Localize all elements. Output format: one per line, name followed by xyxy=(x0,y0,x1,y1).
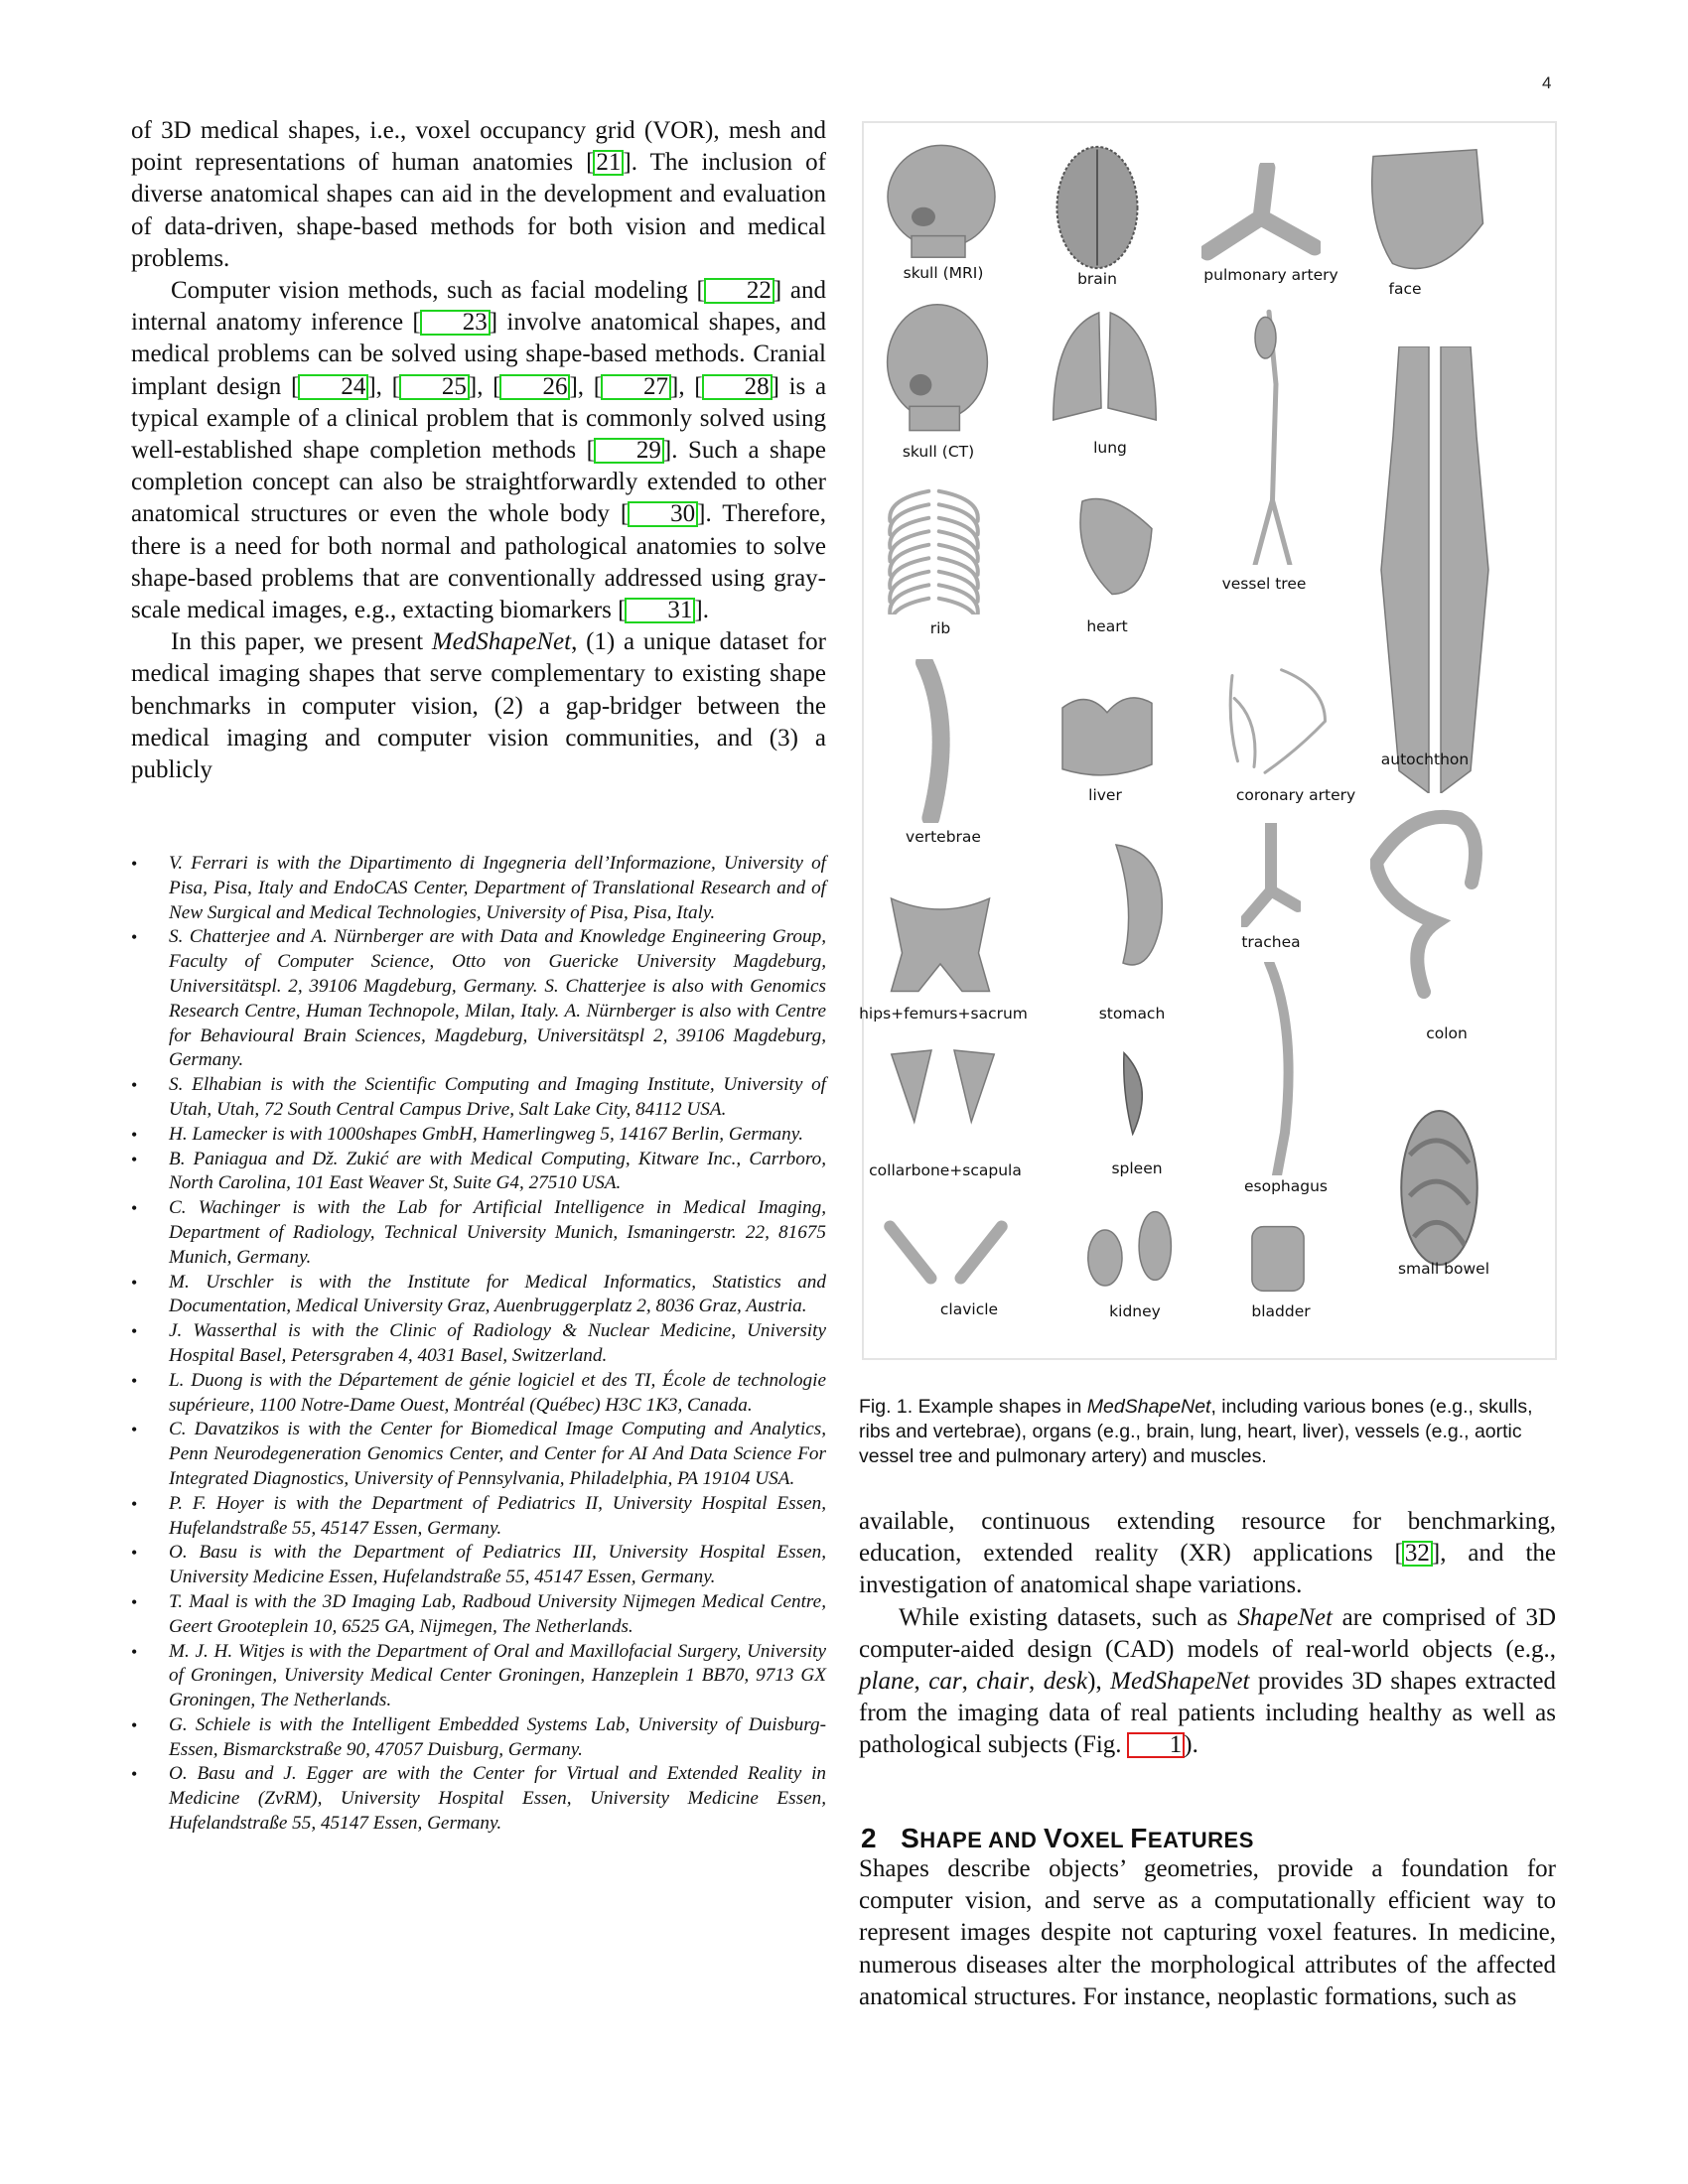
shape-label: rib xyxy=(929,619,951,637)
bullet-icon: • xyxy=(131,1075,138,1096)
bowel-shape-image xyxy=(1397,1106,1481,1275)
bullet-icon: • xyxy=(131,1370,138,1391)
citation-link[interactable]: 23 xyxy=(420,310,491,336)
affiliation-item xyxy=(131,1541,826,1590)
affiliation-text: S. Elhabian is with the Scientific Computing and Imaging Institute, University of Utah, Utah, 72 South Central Campus Drive, Salt Lake City, 84112 USA. xyxy=(169,1074,826,1120)
shape-label: collarbone+scapula xyxy=(869,1161,1022,1179)
emphasis-text: car xyxy=(928,1668,962,1696)
affiliation-text: O. Basu and J. Egger are with the Center for Virtual and Extended Reality in Medicine (ZvRM), University Hospital Essen, University Medicine Essen, Hufelandstraße 55, 45147 Essen, Germany. xyxy=(169,1763,826,1835)
affiliation-item xyxy=(131,1492,826,1542)
affiliation-text: M. J. H. Witjes is with the Department of Oral and Maxillofacial Surgery, University of Groningen, University Medical Center Groningen, Hanzeplein 1 BB70, 9713 GX Groningen, The Netherlands. xyxy=(169,1640,826,1711)
citation-link[interactable]: 25 xyxy=(399,374,470,400)
lung-shape-image xyxy=(1048,307,1162,431)
text-run: ). xyxy=(1184,1731,1198,1759)
text-run: involve anatomical shapes, and medical problems can be solved using shape-based methods. Cranial implant design xyxy=(131,309,827,400)
skull-shape-image xyxy=(882,302,993,441)
body-paragraph: available, continuous extending resource for benchmarking, education, extended reality (XR) applications [32], and the investigation of anatomical shape variations. xyxy=(859,1508,1557,1599)
text-run: . Therefore, there is a need for both normal and pathological anatomies to solve shape-based problems that are conventionally addressed using gray-scale medical images, e.g., extacting biomarkers xyxy=(131,500,826,624)
author-affiliations xyxy=(131,852,826,1837)
esophagus-shape-image xyxy=(1261,962,1301,1180)
affiliation-item xyxy=(131,1640,826,1713)
bullet-icon: • xyxy=(131,1493,138,1514)
affiliation-item xyxy=(131,852,826,925)
emphasis-text: MedShapeNet xyxy=(431,628,572,656)
shape-label: brain xyxy=(1077,270,1117,288)
bullet-icon: • xyxy=(131,1149,138,1169)
text-run: , xyxy=(577,372,594,400)
text-run: and internal anatomy inference xyxy=(131,277,826,337)
affiliation-item xyxy=(131,1319,826,1369)
rib-shape-image xyxy=(882,480,986,619)
bullet-icon: • xyxy=(131,927,138,948)
affiliation-text: H. Lamecker is with 1000shapes GmbH, Hamerlingweg 5, 14167 Berlin, Germany. xyxy=(169,1123,803,1145)
citation-link[interactable]: 27 xyxy=(601,374,671,400)
clavicle-shape-image xyxy=(884,1220,1008,1290)
autochthon-shape-image xyxy=(1375,346,1494,798)
liver-shape-image xyxy=(1057,689,1157,788)
citation-link[interactable]: 22 xyxy=(704,278,774,304)
caption-prefix: Fig. 1. Example shapes in xyxy=(859,1396,1087,1418)
trachea-shape-image xyxy=(1241,823,1301,932)
brain-shape-image xyxy=(1053,143,1142,277)
text-run: . xyxy=(702,597,709,624)
affiliation-item xyxy=(131,1713,826,1763)
spleen-shape-image xyxy=(1117,1051,1152,1141)
section-heading xyxy=(861,1823,1254,1854)
shape-label: hips+femurs+sacrum xyxy=(859,1005,1028,1023)
stomach-shape-image xyxy=(1102,838,1172,982)
shape-label: heart xyxy=(1086,617,1128,635)
text-run: , xyxy=(477,372,493,400)
citation-link[interactable]: 30 xyxy=(628,501,698,527)
shape-label: lung xyxy=(1093,439,1127,457)
text-run: , (1) a unique dataset for medical imaging shapes that serve complementary to existing shape benchmarks in computer vision, (2) a gap-bridger between the medical imaging and computer vision communities, and (3) a publicly xyxy=(131,628,826,784)
body-paragraph: Computer vision methods, such as facial modeling [ 22] and internal anatomy inference [ 23] involve anatomical shapes, and medical problems can be solved using shape-based methods. Cranial implant design [ 24], [ 25], [ 26], [ 27], [ 28] is a typical example of a clinical problem that is commonly solved using well-established shape completion methods [ 29]. Such a shape completion concept can also be straightforwardly extended to other anatomical structures or even the whole body [ 30]. Therefore, there is a need for both normal and pathological anatomies to solve shape-based problems that are conventionally addressed using gray-scale medical images, e.g., extacting biomarkers [ 31]. xyxy=(131,277,827,624)
bullet-icon: • xyxy=(131,1124,138,1145)
shape-label: coronary artery xyxy=(1235,786,1356,804)
shape-label: esophagus xyxy=(1244,1177,1328,1195)
vessel-shape-image xyxy=(1241,307,1311,570)
bullet-icon: • xyxy=(131,1272,138,1293)
shape-label: trachea xyxy=(1241,933,1301,951)
kidney-shape-image xyxy=(1084,1210,1179,1295)
bullet-icon: • xyxy=(131,854,138,874)
citation-link[interactable]: 24 xyxy=(298,374,368,400)
section-title: SHAPE AND VOXEL FEATURES xyxy=(901,1823,1254,1853)
text-run: provides 3D shapes extracted from the imaging data of real patients including healthy as well as pathological subjects (Fig. xyxy=(859,1668,1557,1759)
body-paragraph xyxy=(131,626,826,786)
face-shape-image xyxy=(1360,143,1489,282)
text-run: Computer vision methods, such as facial modeling xyxy=(171,277,697,305)
shape-label: skull (CT) xyxy=(902,443,975,461)
text-run: is a typical example of a clinical problem that is commonly solved using well-established shape completion methods xyxy=(131,372,827,465)
affiliation-text: O. Basu is with the Department of Pediatrics III, University Hospital Essen, University Medicine Essen, Hufelandstraße 55, 45147 Essen, Germany. xyxy=(169,1542,826,1588)
affiliation-item xyxy=(131,1590,826,1640)
shape-label: vessel tree xyxy=(1221,575,1307,593)
affiliation-text: B. Paniagua and Dž. Zukić are with Medical Computing, Kitware Inc., Carrboro, North Carolina, 101 East Weaver St, Suite G4, 27510 USA. xyxy=(169,1148,826,1194)
figure-reference-link[interactable]: 1 xyxy=(1127,1732,1186,1758)
citation-link[interactable]: 32 xyxy=(1402,1541,1433,1567)
skull-shape-image xyxy=(882,143,1001,267)
affiliation-text: V. Ferrari is with the Dipartimento di Ingegneria dell’Informazione, University of Pisa, Pisa, Italy and EndoCAS Center, Department of Translational Research and of New Surgical and Medical Technologies, University of Pisa, Pisa, Italy. xyxy=(169,853,826,923)
emphasis-text: desk xyxy=(1043,1668,1088,1696)
bullet-icon: • xyxy=(131,1591,138,1612)
hips-shape-image xyxy=(886,887,995,1002)
affiliation-item xyxy=(131,1148,826,1197)
shape-label: kidney xyxy=(1109,1302,1161,1320)
emphasis-text: plane xyxy=(859,1668,914,1696)
section-number: 2 xyxy=(861,1823,878,1853)
text-run: , xyxy=(375,372,392,400)
shape-label: liver xyxy=(1088,786,1122,804)
bullet-icon: • xyxy=(131,1198,138,1219)
figure-1-caption xyxy=(859,1395,1554,1469)
bullet-icon: • xyxy=(131,1764,138,1785)
section-2-paragraph: Shapes describe objects’ geometries, provide a foundation for computer vision, and serve as a computationally efficient way to represent images despite not capturing voxel features. In medicine, numerous diseases alter the morphological attributes of the affected anatomical structures. For instance, neoplastic formations, such as xyxy=(859,1855,1556,2010)
body-paragraph xyxy=(859,1602,1556,1762)
shape-label: bladder xyxy=(1251,1302,1311,1320)
citation-link[interactable]: 26 xyxy=(499,374,570,400)
shape-label: clavicle xyxy=(939,1300,999,1318)
text-run: In this paper, we present xyxy=(171,628,432,656)
citation-link[interactable]: 21 xyxy=(593,150,624,176)
text-run: While existing datasets, such as xyxy=(899,1603,1238,1631)
shape-label: skull (MRI) xyxy=(903,264,984,282)
shape-label: face xyxy=(1388,280,1422,298)
bullet-icon: • xyxy=(131,1321,138,1342)
coronary-shape-image xyxy=(1221,664,1331,783)
bullet-icon: • xyxy=(131,1714,138,1735)
emphasis-text: chair xyxy=(976,1668,1030,1696)
emphasis-text: ShapeNet xyxy=(1237,1603,1333,1631)
scapula-shape-image xyxy=(886,1046,1000,1131)
body-paragraph: of 3D medical shapes, i.e., voxel occupancy grid (VOR), mesh and point representations of human anatomies [21]. The inclusion of diverse anatomical shapes can aid in the development and evaluation of data-driven, shape-based methods for both vision and medical problems. xyxy=(131,117,826,272)
text-run: , xyxy=(678,372,695,400)
text-run: , and the investigation of anatomical shape variations. xyxy=(859,1540,1557,1599)
emphasis-text: MedShapeNet xyxy=(1110,1668,1250,1696)
affiliation-text: T. Maal is with the 3D Imaging Lab, Radboud University Nijmegen Medical Centre, Geert Grooteplein 10, 6525 GA, Nijmegen, The Netherlands. xyxy=(169,1590,826,1637)
text-run: ), xyxy=(1087,1668,1111,1696)
left-column-body xyxy=(131,115,826,786)
text-run: . Such a shape completion concept can also be straightforwardly extended to other anatomical structures or even the whole body xyxy=(131,437,826,528)
caption-dataset-name: MedShapeNet xyxy=(1086,1396,1211,1418)
affiliation-text: M. Urschler is with the Institute for Medical Informatics, Statistics and Documentation, Medical University Graz, Auenbruggerplatz 2, 8036 Graz, Austria. xyxy=(169,1271,826,1317)
citation-link[interactable]: 28 xyxy=(702,374,773,400)
affiliation-text: C. Davatzikos is with the Center for Biomedical Image Computing and Analytics, Penn Neurodegeneration Genomics Center, and Center for AI And Data Science For Integrated Diagnostics, University of Pennsylvania, Philadelphia, PA 19104 USA. xyxy=(169,1419,826,1489)
affiliation-item xyxy=(131,925,826,1073)
affiliation-text: L. Duong is with the Département de génie logiciel et des TI, École de technologie supérieure, 1100 Notre-Dame Ouest, Montréal (Québec) H3C 1K3, Canada. xyxy=(169,1369,826,1416)
figure-1-shapes xyxy=(859,121,1557,1360)
affiliation-item xyxy=(131,1762,826,1836)
spine-shape-image xyxy=(904,659,963,828)
affiliation-item xyxy=(131,1271,826,1320)
affiliation-item xyxy=(131,1196,826,1270)
affiliation-text: S. Chatterjee and A. Nürnberger are with Data and Knowledge Engineering Group, Faculty of Computer Science, Otto von Guericke University Magdeburg, Universitätspl. 2, 39106 Magdeburg, Germany. S. Chatterjee is also with Genomics Research Centre, Human Technopole, Milan, Italy. A. Nürnberger is also with Centre for Behavioural Brain Sciences, Magdeburg, Universitätspl 2, 39106 Magdeburg, Germany. xyxy=(169,926,826,1071)
affiliation-text: C. Wachinger is with the Lab for Artificial Intelligence in Medical Imaging, Department of Radiology, Technical University Munich, Ismaningerstr. 22, 81675 Munich, Germany. xyxy=(169,1197,826,1268)
page-number: 4 xyxy=(1542,73,1552,92)
citation-link[interactable]: 31 xyxy=(625,598,695,623)
affiliation-text: J. Wasserthal is with the Clinic of Radiology & Nuclear Medicine, University Hospital Basel, Petersgraben 4, 4031 Basel, Switzerland. xyxy=(169,1320,826,1366)
shape-label: colon xyxy=(1426,1024,1468,1042)
section-2-body xyxy=(859,1853,1556,2013)
shape-label: small bowel xyxy=(1397,1260,1490,1278)
affiliation-item xyxy=(131,1418,826,1491)
citation-link[interactable]: 29 xyxy=(594,438,664,464)
affiliation-item xyxy=(131,1073,826,1123)
shape-label: spleen xyxy=(1111,1160,1163,1177)
bullet-icon: • xyxy=(131,1420,138,1440)
bullet-icon: • xyxy=(131,1641,138,1662)
bladder-shape-image xyxy=(1249,1223,1307,1299)
affiliation-item xyxy=(131,1369,826,1419)
affiliation-text: G. Schiele is with the Intelligent Embedded Systems Lab, University of Duisburg-Essen, Bismarckstraße 90, 47057 Duisburg, Germany. xyxy=(169,1713,826,1760)
shape-label: pulmonary artery xyxy=(1203,266,1338,284)
text-run: available, continuous extending resource for benchmarking, education, extended reality (XR) applications xyxy=(859,1508,1556,1568)
text-run: of 3D medical shapes, i.e., voxel occupancy grid (VOR), mesh and point representations of human anatomies xyxy=(131,117,826,177)
shape-label: autochthon xyxy=(1380,751,1470,768)
shape-label: vertebrae xyxy=(906,828,981,846)
heart-shape-image xyxy=(1062,490,1162,605)
text-run: , xyxy=(961,1668,977,1696)
text-run: . The inclusion of diverse anatomical shapes can aid in the development and evaluation of data-driven, shape-based methods for both vision and medical problems. xyxy=(131,149,826,272)
colon-shape-image xyxy=(1370,803,1489,1007)
affiliation-text: P. F. Hoyer is with the Department of Pediatrics II, University Hospital Essen, Hufelandstraße 55, 45147 Essen, Germany. xyxy=(169,1492,826,1539)
pulmonary-shape-image xyxy=(1201,163,1321,267)
text-run: are comprised of 3D computer-aided design (CAD) models of real-world objects (e.g., xyxy=(859,1603,1556,1663)
affiliation-item xyxy=(131,1123,826,1148)
text-run: , xyxy=(1029,1668,1044,1696)
caption-suffix: , including various bones (e.g., skulls, ribs and vertebrae), organs (e.g., brain, lung, heart, liver), vessels (e.g., aortic vessel tree and pulmonary artery) and muscles. xyxy=(859,1396,1533,1467)
shape-label: stomach xyxy=(1098,1005,1166,1023)
right-column-body xyxy=(859,1506,1556,1762)
bullet-icon: • xyxy=(131,1543,138,1564)
text-run: , xyxy=(914,1668,929,1696)
